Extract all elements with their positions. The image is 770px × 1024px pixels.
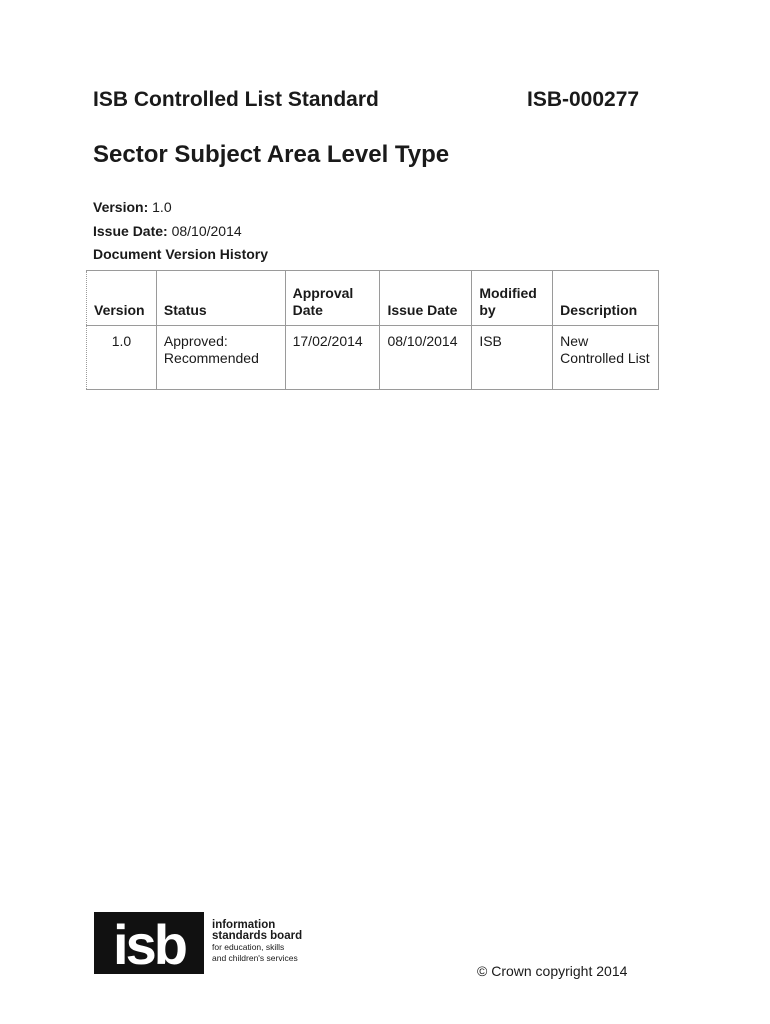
version-label: Version: [93,199,149,215]
cell-version: 1.0 [87,326,157,390]
isb-logo-mark [94,912,204,974]
copyright-notice: © Crown copyright 2014 [477,963,628,979]
column-header-modified-by: Modified by [472,271,553,326]
logo-line-4: and children's services [212,953,298,963]
isb-logo [94,912,204,974]
history-heading: Document Version History [93,246,269,262]
column-header-status: Status [156,271,285,326]
column-header-approval-date: Approval Date [285,271,380,326]
logo-line-2: standards board [212,930,303,942]
issue-date-line [93,223,242,239]
logo-line-3: for education, skills [212,942,285,952]
cell-issue-date: 08/10/2014 [380,326,472,390]
column-header-description: Description [553,271,659,326]
header-title: ISB Controlled List Standard [93,88,379,111]
page-title: Sector Subject Area Level Type [93,141,450,168]
document-code: ISB-000277 [527,88,640,111]
column-header-issue-date: Issue Date [380,271,472,326]
cell-modified-by: ISB [472,326,553,390]
cell-status: Approved: Recommended [156,326,285,390]
column-header-version: Version [87,271,157,326]
logo-text [212,920,302,964]
table-header-row [87,271,659,326]
logo-line-1: information [212,919,276,931]
version-value: 1.0 [152,199,172,215]
issue-date-label: Issue Date: [93,223,168,239]
version-line [93,199,172,215]
issue-date-value: 08/10/2014 [171,223,242,239]
logo-mark-text: isb [113,913,185,974]
version-history-table [86,270,659,390]
table-row [87,326,659,390]
cell-approval-date: 17/02/2014 [285,326,380,390]
cell-description: New Controlled List [553,326,659,390]
